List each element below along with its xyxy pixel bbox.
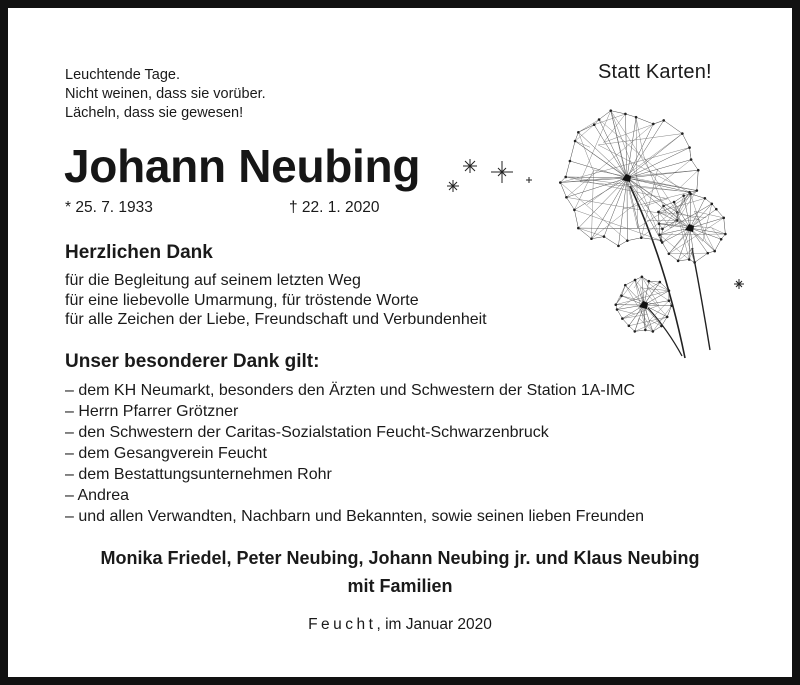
family-names: Monika Friedel, Peter Neubing, Johann Neubing jr. und Klaus Neubing — [100, 548, 700, 568]
dandelion-illustration-icon — [440, 100, 760, 370]
death-date: † 22. 1. 2020 — [289, 199, 380, 216]
memorial-quote — [65, 66, 266, 123]
special-thanks-list — [65, 380, 644, 527]
thanks-line: für die Begleitung auf seinem letzten Weg — [65, 272, 361, 289]
birth-date: * 25. 7. 1933 — [65, 199, 153, 216]
quote-line: Nicht weinen, dass sie vorüber. — [65, 86, 266, 102]
list-item: – Herrn Pfarrer Grötzner — [65, 403, 239, 420]
list-item: – den Schwestern der Caritas-Sozialstation Feucht-Schwarzenbruck — [65, 424, 549, 441]
list-item: – Andrea — [65, 487, 130, 504]
special-thanks-heading: Unser besonderer Dank gilt: — [65, 351, 320, 372]
list-item: – und allen Verwandten, Nachbarn und Bekannten, sowie seinen lieben Freunden — [65, 508, 645, 525]
thanks-heading: Herzlichen Dank — [65, 242, 213, 263]
thanks-lines — [65, 271, 487, 330]
list-item: – dem KH Neumarkt, besonders den Ärzten und Schwestern der Station 1A-IMC — [65, 382, 636, 399]
thanks-line: für eine liebevolle Umarmung, für tröstende Worte — [65, 291, 419, 309]
family-signature — [0, 544, 800, 600]
list-item: – dem Bestattungsunternehmen Rohr — [65, 466, 332, 483]
statt-karten-label: Statt Karten! — [598, 61, 712, 83]
deceased-name: Johann Neubing — [64, 140, 421, 192]
place-and-date — [0, 616, 800, 634]
place-town: Feucht — [308, 616, 377, 633]
list-item: – dem Gesangverein Feucht — [65, 445, 267, 462]
family-suffix: mit Familien — [347, 576, 453, 596]
quote-line: Lächeln, dass sie gewesen! — [65, 105, 244, 121]
place-date: , im Januar 2020 — [376, 616, 492, 633]
quote-line: Leuchtende Tage. — [65, 67, 181, 83]
thanks-line: für alle Zeichen der Liebe, Freundschaft und Verbundenheit — [65, 311, 487, 328]
